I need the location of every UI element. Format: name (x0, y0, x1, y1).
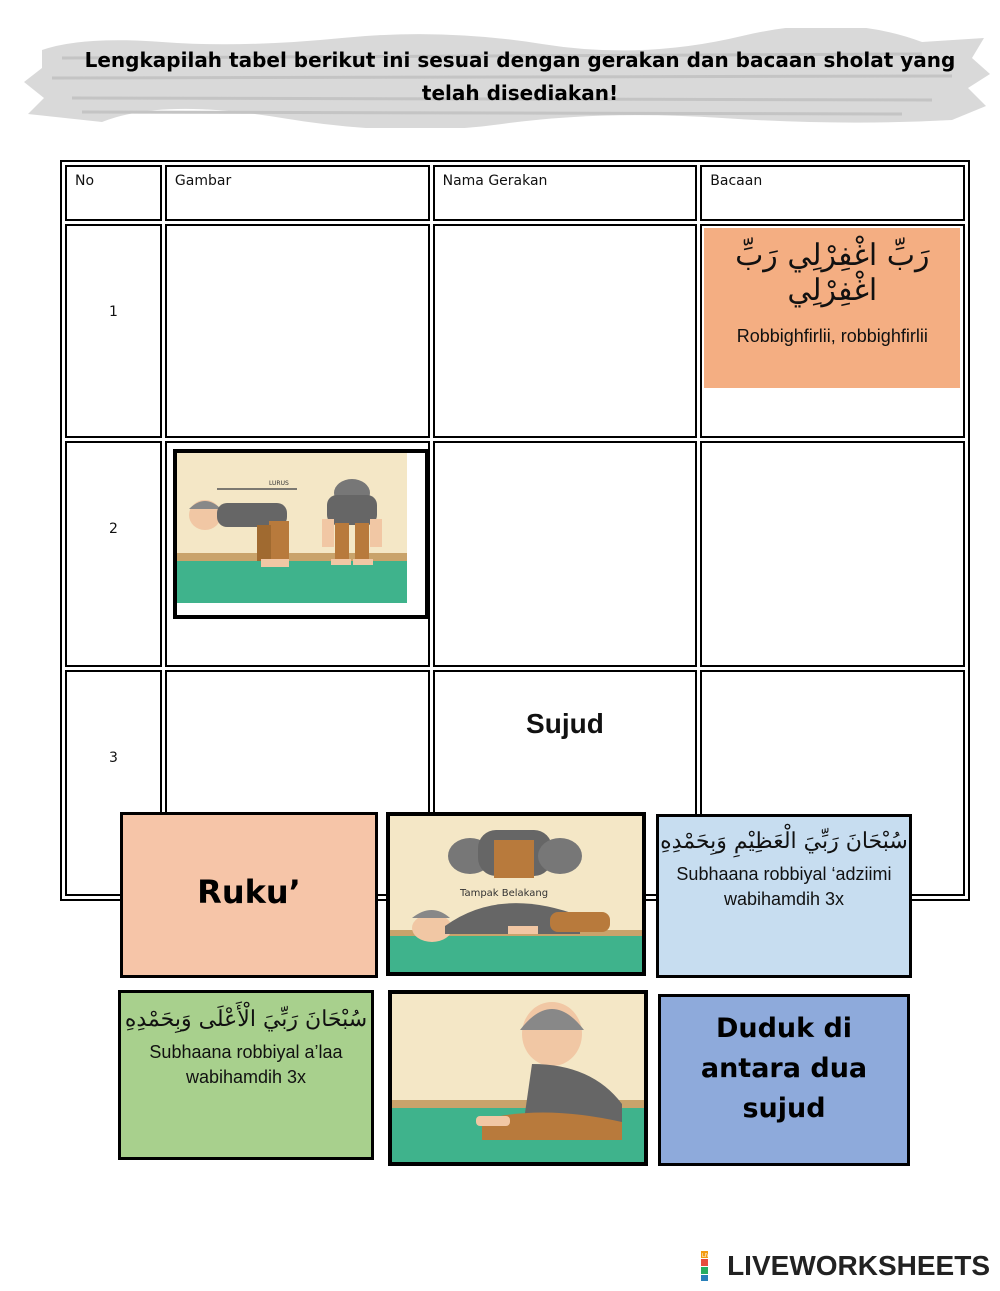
liveworksheets-logo-text: LIVEWORKSHEETS (727, 1250, 990, 1281)
card-ruku-bacaan[interactable] (656, 814, 912, 978)
header-bacaan: Bacaan (700, 165, 965, 221)
nama-drop-zone[interactable] (433, 441, 698, 667)
instruction-line-1: Lengkapilah tabel berikut ini sesuai dengan gerakan dan bacaan sholat yang (84, 48, 956, 72)
sujud-bacaan-latin-2: wabihamdih 3x (185, 1067, 307, 1087)
card-duduk-line-3: sujud (742, 1093, 826, 1124)
ruku-bacaan-arabic: سُبْحَانَ رَبِّيَ الْعَظِيْمِ وَبِحَمْدِهِ (660, 829, 908, 854)
ruku-bacaan-latin-2: wabihamdih 3x (723, 889, 845, 909)
card-sujud-picture[interactable] (386, 812, 646, 976)
bacaan-card-duduk[interactable] (704, 228, 960, 388)
bacaan-latin: Robbighfirlii, robbighfirlii (736, 326, 928, 346)
card-duduk-line-2: antara dua (700, 1053, 868, 1084)
bacaan-arabic: رَبِّ اغْفِرْلِي رَبِّ اغْفِرْلِي (735, 238, 930, 308)
sujud-bacaan-latin-1: Subhaana robbiyal a’laa (149, 1042, 343, 1062)
header-nama-gerakan: Nama Gerakan (433, 165, 698, 221)
nama-drop-zone[interactable] (433, 224, 698, 438)
bacaan-cell (700, 224, 965, 438)
sujud-illustration (390, 816, 642, 972)
worksheet-table (60, 160, 970, 901)
gambar-drop-zone[interactable] (165, 224, 430, 438)
bacaan-drop-zone[interactable] (700, 441, 965, 667)
gambar-cell (165, 441, 430, 667)
sujud-bacaan-arabic: سُبْحَانَ رَبِّيَ الْأَعْلَى وَبِحَمْدِهِ (124, 1007, 368, 1032)
row-number: 3 (65, 670, 162, 896)
table-header-row (65, 165, 965, 221)
ruku-picture[interactable] (173, 449, 429, 619)
table-row (65, 441, 965, 667)
row-number: 1 (65, 224, 162, 438)
nama-sujud[interactable]: Sujud (526, 708, 604, 739)
card-ruku-label: Ruku’ (197, 873, 301, 911)
instruction-line-2: telah disediakan! (421, 81, 619, 105)
caption-tampak-belakang: Tampak Belakang (460, 888, 549, 899)
card-duduk[interactable] (658, 994, 910, 1166)
header-gambar: Gambar (165, 165, 430, 221)
card-duduk-line-1: Duduk di (715, 1013, 853, 1044)
duduk-illustration (392, 994, 644, 1162)
instruction-text (40, 44, 1000, 110)
row-number: 2 (65, 441, 162, 667)
ruku-illustration (177, 453, 425, 615)
liveworksheets-logo (701, 1249, 990, 1283)
card-sujud-bacaan[interactable] (118, 990, 374, 1160)
card-ruku[interactable] (120, 812, 378, 978)
logo-tag: LIVE (702, 1253, 713, 1259)
ruku-bacaan-latin-1: Subhaana robbiyal ‘adziimi (676, 864, 892, 884)
liveworksheets-logo-icon (701, 1251, 727, 1281)
table-row (65, 224, 965, 438)
lurus-label: LURUS (268, 480, 289, 487)
header-no: No (65, 165, 162, 221)
card-duduk-picture[interactable] (388, 990, 648, 1166)
